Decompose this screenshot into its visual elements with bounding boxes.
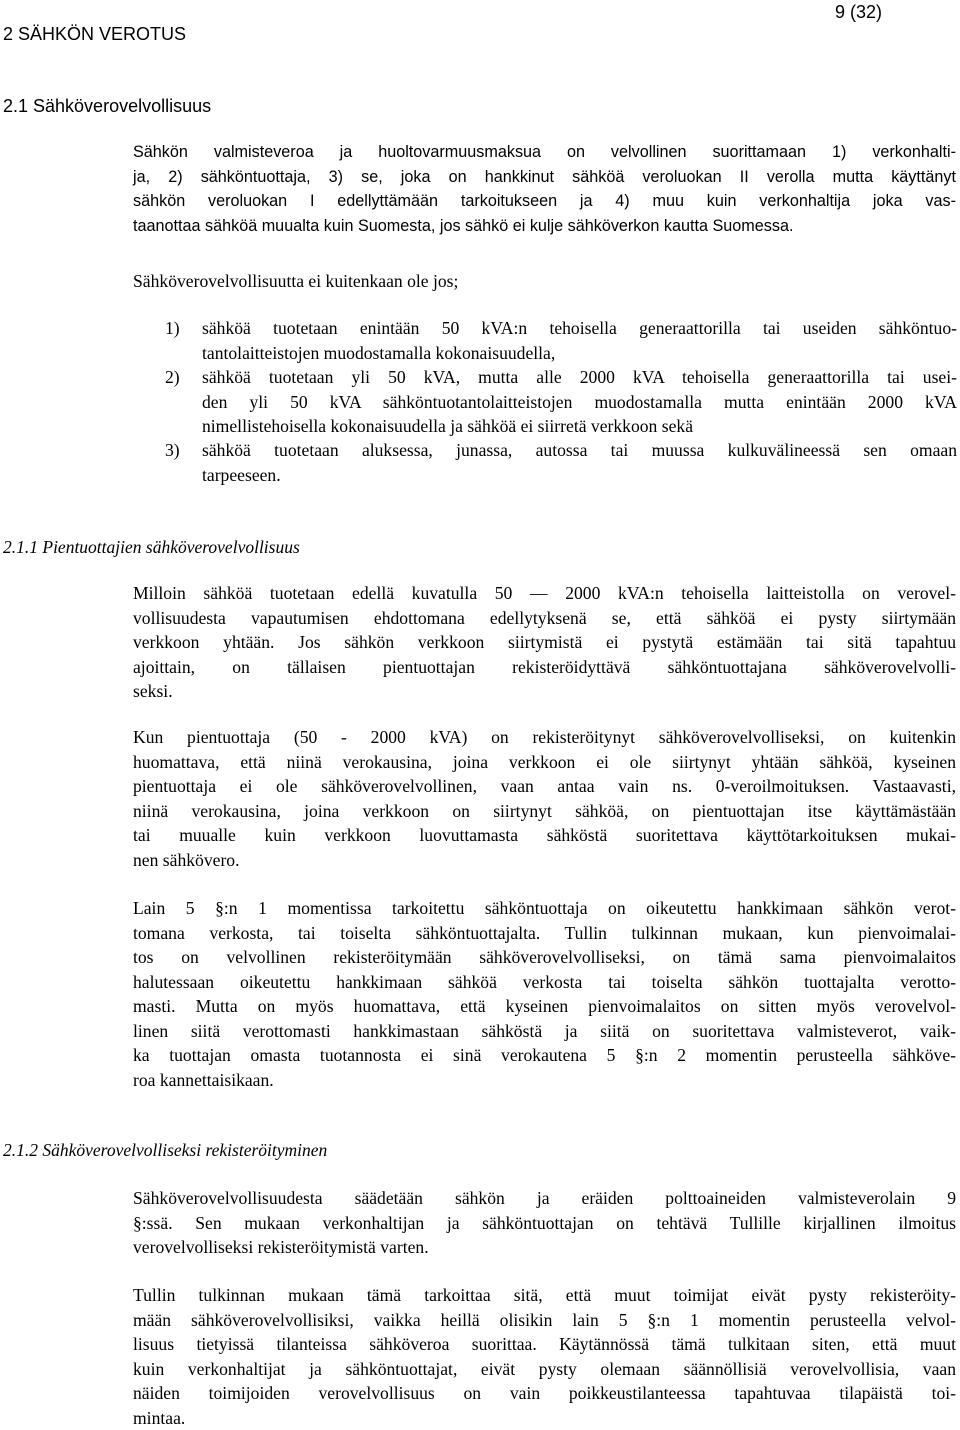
- text-line: ka tuottajan omasta tuotannosta ei sinä verokautena 5 §:n 2 momentin perusteella sähköve-: [133, 1043, 956, 1068]
- text-line: vollisuudesta vapautumisen ehdottomana edellytyksenä se, että sähköä ei pysty siirtymään: [133, 606, 956, 631]
- text-line: Lain 5 §:n 1 momentissa tarkoitettu sähköntuottaja on oikeutettu hankkimaan sähkön verot-: [133, 896, 956, 921]
- subsection-heading-2-1-2: 2.1.2 Sähköverovelvolliseksi rekisteröityminen: [3, 1140, 327, 1161]
- page-number: 9 (32): [835, 2, 882, 23]
- paragraph-2-1-1-a: [133, 581, 956, 704]
- text-line: den yli 50 kVA sähköntuotantolaitteistojen muodostamalla mutta enintään 2000 kVA: [202, 390, 957, 415]
- text-line: verovelvolliseksi rekisteröitymistä varten.: [133, 1235, 956, 1260]
- intro-paragraph-2: [133, 269, 956, 294]
- text-line: sähkön veroluokan I edellyttämään tarkoitukseen ja 4) muu kuin verkonhaltija joka vas-: [133, 189, 956, 214]
- section-heading: 2.1 Sähköverovelvollisuus: [3, 96, 211, 117]
- text-line: tomana verkosta, tai toiselta sähköntuottajalta. Tullin tulkinnan mukaan, kun pienvoimalai-: [133, 921, 956, 946]
- paragraph-2-1-2-b: [133, 1283, 956, 1430]
- list-item-text: [202, 365, 957, 439]
- text-line: näiden toimijoiden verovelvollisuus on vain poikkeustilanteessa tapahtuvaa tilapäistä toi-: [133, 1381, 956, 1406]
- list-number: 1): [165, 316, 180, 341]
- subsection-heading-2-1-1: 2.1.1 Pientuottajien sähköverovelvollisuus: [3, 537, 300, 558]
- text-line: huomattava, että niinä verokausina, joina verkkoon ei ole siirtynyt yhtään sähköä, kyseinen: [133, 750, 956, 775]
- list-item-text: [202, 316, 957, 365]
- text-line: mintaa.: [133, 1406, 956, 1430]
- text-line: ja, 2) sähköntuottaja, 3) se, joka on hankkinut sähköä veroluokan II verolla mutta käyttänyt: [133, 165, 956, 190]
- text-line: Milloin sähköä tuotetaan edellä kuvatulla 50 — 2000 kVA:n tehoisella laitteistolla on verovel-: [133, 581, 956, 606]
- text-line: kuin verkonhaltijat ja sähköntuottajat, eivät pysty olemaan säännöllisiä verovelvollisia, vaan: [133, 1357, 956, 1382]
- text-line: tarpeeseen.: [202, 463, 957, 488]
- text-line: sähköä tuotetaan yli 50 kVA, mutta alle 2000 kVA tehoisella generaattorilla tai usei-: [202, 365, 957, 390]
- text-line: §:ssä. Sen mukaan verkonhaltijan ja sähköntuottajan on tehtävä Tullille kirjallinen ilmoitus: [133, 1211, 956, 1236]
- text-line: lisuus tietyissä tilanteissa sähköveroa suorittaa. Käytännössä tämä tulkitaan siten, että muut: [133, 1332, 956, 1357]
- text-line: linen siitä verottomasti hankkimastaan sähköstä ja siitä on suoritettava valmisteverot, vaik-: [133, 1019, 956, 1044]
- text-line: roa kannettaisikaan.: [133, 1068, 956, 1093]
- text-line: pientuottaja ei ole sähköverovelvollinen, vaan antaa vain ns. 0-veroilmoituksen. Vastaavasti,: [133, 774, 956, 799]
- chapter-heading: 2 SÄHKÖN VEROTUS: [3, 24, 186, 45]
- text-line: ajoittain, on tällaisen pientuottajan rekisteröidyttävä sähköntuottajana sähköverovelvolli-: [133, 655, 956, 680]
- list-number: 2): [165, 365, 180, 390]
- text-line: niinä verokausina, joina verkkoon on siirtynyt sähköä, on pientuottajan itse käyttämästään: [133, 799, 956, 824]
- text-line: Sähkön valmisteveroa ja huoltovarmuusmaksua on velvollinen suorittamaan 1) verkonhalti-: [133, 140, 956, 165]
- text-line: tantolaitteistojen muodostamalla kokonaisuudella,: [202, 341, 957, 366]
- text-line: taanottaa sähköä muualta kuin Suomesta, jos sähkö ei kulje sähköverkon kautta Suomessa.: [133, 214, 956, 239]
- paragraph-2-1-1-b: [133, 725, 956, 872]
- intro-paragraph-1: [133, 140, 956, 238]
- text-line: halutessaan oikeutettu hankkimaan sähköä verkosta tai toiselta sähkön tuottajalta verotto-: [133, 970, 956, 995]
- text-line: Tullin tulkinnan mukaan tämä tarkoittaa sitä, että muut toimijat eivät pysty rekisteröity-: [133, 1283, 956, 1308]
- text-line: mään sähköverovelvollisiksi, vaikka heillä olisikin lain 5 §:n 1 momentin perusteella velvol-: [133, 1308, 956, 1333]
- text-line: tos on velvollinen rekisteröitymään sähköverovelvolliseksi, on tämä sama pienvoimalaitos: [133, 945, 956, 970]
- paragraph-2-1-2-a: [133, 1186, 956, 1260]
- text-line: verkkoon yhtään. Jos sähkön verkkoon siirtymistä ei pystytä estämään tai sitä tapahtuu: [133, 630, 956, 655]
- text-line: sähköä tuotetaan enintään 50 kVA:n tehoisella generaattorilla tai useiden sähköntuo-: [202, 316, 957, 341]
- text-line: sähköä tuotetaan aluksessa, junassa, autossa tai muussa kulkuvälineessä sen omaan: [202, 438, 957, 463]
- text-line: Sähköverovelvollisuudesta säädetään sähkön ja eräiden polttoaineiden valmisteverolain 9: [133, 1186, 956, 1211]
- text-line: Sähköverovelvollisuutta ei kuitenkaan ole jos;: [133, 269, 956, 294]
- paragraph-2-1-1-c: [133, 896, 956, 1092]
- text-line: seksi.: [133, 679, 956, 704]
- list-item-text: [202, 438, 957, 487]
- text-line: tai muualle kuin verkkoon luovuttamasta sähköstä suoritettava käyttötarkoituksen mukai-: [133, 823, 956, 848]
- text-line: Kun pientuottaja (50 - 2000 kVA) on rekisteröitynyt sähköverovelvolliseksi, on kuitenkin: [133, 725, 956, 750]
- text-line: nimellistehoisella kokonaisuudella ja sähköä ei siirretä verkkoon sekä: [202, 414, 957, 439]
- text-line: nen sähkövero.: [133, 848, 956, 873]
- text-line: masti. Mutta on myös huomattava, että kyseinen pienvoimalaitos on sitten myös verovelvol-: [133, 994, 956, 1019]
- list-number: 3): [165, 438, 180, 463]
